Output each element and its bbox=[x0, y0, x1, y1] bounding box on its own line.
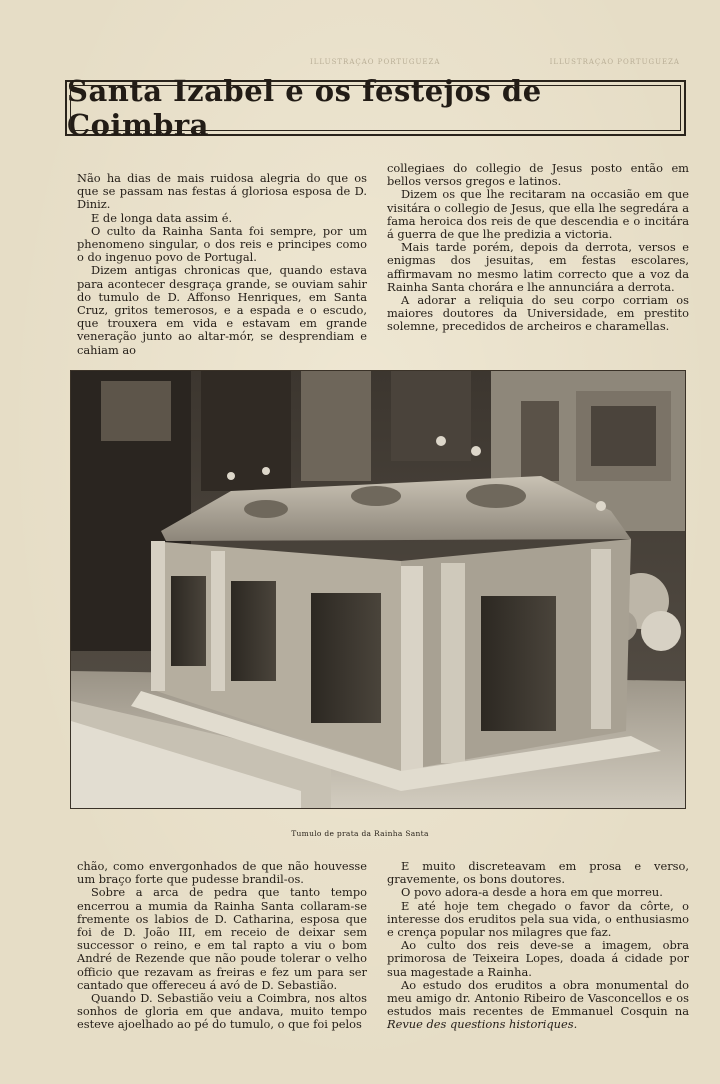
title-box bbox=[65, 74, 686, 142]
paragraph: Sobre a arca de pedra que tanto tempo encerrou a mumia da Rainha Santa collaram-se fremente os labios de D. Catharina, esposa que foi de D. João III, em receio de deixar sem successor o reino, e em tal rapto a viu o bom André de Rezende que não poude tolerar o velho officio que rezavam as freiras e fez um para ser cantado que offereceu á avó de D. Sebastião. bbox=[77, 885, 367, 992]
tomb-photograph bbox=[70, 370, 686, 809]
paragraph: collegiaes do collegio de Jesus posto então em bellos versos gregos e latinos. bbox=[387, 161, 689, 189]
paragraph: Quando D. Sebastião veiu a Coimbra, nos altos sonhos de gloria em que andava, muito tempo esteve ajoelhado ao pé do tumulo, o que foi pelos bbox=[77, 991, 367, 1032]
paragraph: O povo adora-a desde a hora em que morreu. bbox=[401, 885, 663, 900]
column-1-top bbox=[77, 172, 367, 357]
paragraph: Mais tarde porém, depois da derrota, versos e enigmas dos jesuitas, em festas escolares, affirmavam no mesmo latim correcto que a voz da Rainha Santa chorára e lhe annunciára a derrota. bbox=[387, 240, 689, 294]
article-title: Santa Izabel e os festejos de Coimbra bbox=[67, 74, 542, 142]
paragraph: Não ha dias de mais ruidosa alegria do que os que se passam nas festas á gloriosa esposa de D. Diniz. bbox=[77, 171, 367, 212]
paragraph: O culto da Rainha Santa foi sempre, por um phenomeno singular, o dos reis e principes como o do ingenuo povo de Portugal. bbox=[77, 223, 367, 265]
column-1-bottom bbox=[77, 860, 367, 1032]
paragraph: chão, como envergonhados de que não houvesse um braço forte que pudesse brandil-os. bbox=[77, 859, 367, 887]
running-head-right: ILLUSTRAÇÃO PORTUGUEZA bbox=[549, 58, 680, 66]
paragraph: E de longa data assim é. bbox=[91, 210, 233, 225]
paragraph: E muito discreteavam em prosa e verso, gravemente, os bons doutores. bbox=[387, 859, 689, 887]
column-2-bottom bbox=[387, 860, 689, 1032]
column-2-top bbox=[387, 162, 689, 334]
paragraph: A adorar a reliquia do seu corpo corriam os maiores doutores da Universidade, em prestito solemne, precedidos de archeiros e charamellas. bbox=[387, 293, 689, 334]
paragraph-text: Ao estudo dos eruditos a obra monumental do meu amigo dr. Antonio Ribeiro de Vasconcellos e os estudos mais recentes de Emmanuel Cosquin na bbox=[387, 977, 689, 1019]
paragraph: Dizem os que lhe recitaram na occasião em que visitára o collegio de Jesus, que ella lhe segredára a fama heroica dos reis de que descendia e o incitára á guerra de que lhe predizia a victoria. bbox=[387, 187, 689, 242]
paragraph: E até hoje tem chegado o favor da côrte, o interesse dos eruditos pela sua vida, o enthusiasmo e crença popular nos milagres que faz. bbox=[387, 898, 689, 940]
paragraph: Dizem antigas chronicas que, quando estava para acontecer desgraça grande, se ouviam sahir do tumulo de D. Affonso Henriques, em Santa Cruz, gritos temerosos, e a espada e o escudo, que trouxera em vida e estavam em grande veneração junto ao altar-mór, se desprendiam e cahiam ao bbox=[77, 263, 367, 357]
running-head bbox=[60, 58, 680, 68]
paragraph bbox=[387, 979, 689, 1032]
paragraph: Ao culto dos reis deve-se a imagem, obra primorosa de Teixeira Lopes, doada á cidade por sua magestade a Rainha. bbox=[387, 938, 689, 979]
photo-caption: Tumulo de prata da Rainha Santa bbox=[291, 829, 429, 838]
running-head-left: ILLUSTRAÇÃO PORTUGUEZA bbox=[310, 58, 441, 66]
journal-title: Revue des questions historiques. bbox=[387, 1017, 578, 1032]
silver-tomb-illustration bbox=[71, 371, 685, 808]
